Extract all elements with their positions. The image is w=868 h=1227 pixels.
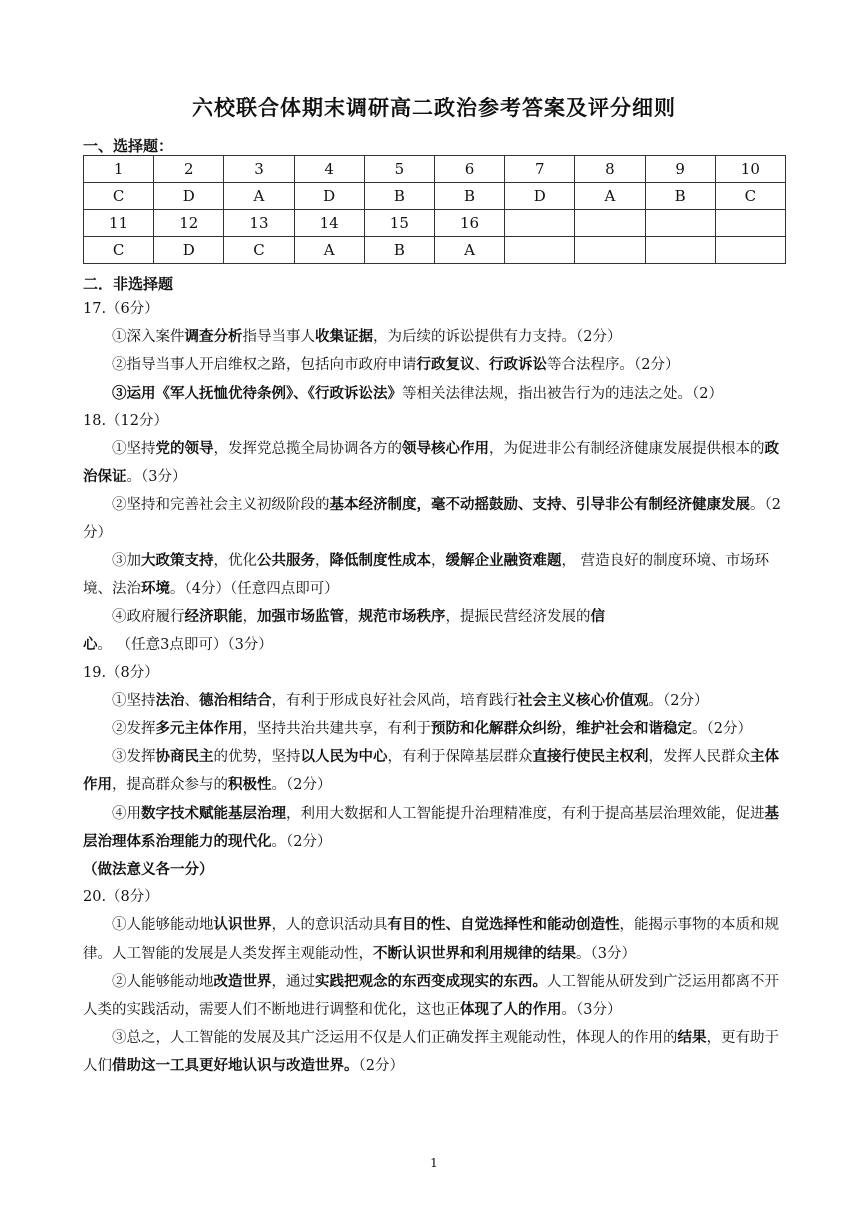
text-run: 。（2分） <box>83 497 781 541</box>
key-point: 规范市场秩序 <box>358 608 446 626</box>
text-run: ， <box>242 609 257 626</box>
text-run: ，坚持共治共建共享，有利于 <box>242 721 431 738</box>
text-run: 。（2分） <box>648 692 709 709</box>
text-run: ，优化 <box>213 552 257 569</box>
table-cell <box>645 210 715 237</box>
answer-paragraph <box>83 408 788 435</box>
answer-paragraph <box>83 603 788 659</box>
text-run: 18.（12分） <box>83 412 169 429</box>
text-run: ④政府履行 <box>112 609 185 626</box>
answer-paragraph <box>83 296 788 323</box>
table-cell: D <box>154 183 224 210</box>
table-cell: B <box>364 183 434 210</box>
key-point: 多元主体作用 <box>155 720 243 738</box>
answer-body <box>83 296 788 1081</box>
text-run: ③加 <box>112 552 141 569</box>
text-run: ④用 <box>112 805 141 822</box>
text-run: ， <box>315 552 330 569</box>
answer-paragraph <box>83 715 788 743</box>
page-title: 六校联合体期末调研高二政治参考答案及评分细则 <box>192 95 676 120</box>
text-run: （2分） <box>358 1058 404 1075</box>
answer-paragraph <box>83 547 788 603</box>
answer-paragraph <box>83 351 788 379</box>
answer-table <box>83 155 786 264</box>
answer-paragraph <box>83 743 788 799</box>
key-point: 收集证据 <box>315 328 373 346</box>
text-run: ，能揭示事物的本质和规律。人工智能的发展是人类发挥主观能动性， <box>83 917 779 962</box>
table-cell: B <box>364 237 434 264</box>
key-point: 维护社会和谐稳定 <box>576 720 692 738</box>
text-run: ，提高群众参与的 <box>112 777 228 794</box>
key-point: 预防和化解群众纠纷 <box>431 720 562 738</box>
text-run: 人工智能从研发到广泛运用都离不开人类的实践活动，需要人们不断地进行调整和优化，这也正 <box>83 973 779 1019</box>
table-cell: 7 <box>505 156 575 183</box>
text-run: ，有利于形成良好社会风尚，培育践行 <box>271 692 518 709</box>
text-run: 。（2分） <box>271 833 332 850</box>
key-point: 主体作用 <box>83 748 779 794</box>
key-point: 政治保证 <box>83 440 779 486</box>
text-run: ③发挥 <box>112 749 156 766</box>
table-cell: C <box>715 183 785 210</box>
table-cell: 2 <box>154 156 224 183</box>
text-run: ，有利于保障基层群众 <box>387 749 533 766</box>
key-point: 行政诉讼 <box>489 356 547 374</box>
text-run: 19.（8分） <box>83 664 159 681</box>
answer-paragraph <box>83 435 788 491</box>
key-point: 大政策支持 <box>141 551 214 569</box>
table-cell: 15 <box>364 210 434 237</box>
table-cell <box>645 237 715 264</box>
answer-paragraph <box>83 323 788 351</box>
table-cell: A <box>294 237 364 264</box>
key-point: 法治 <box>155 691 185 709</box>
table-cell: 4 <box>294 156 364 183</box>
text-run: ， <box>561 721 576 738</box>
table-cell: A <box>434 237 504 264</box>
text-run: ①人能够能动地 <box>112 917 214 934</box>
table-cell <box>715 210 785 237</box>
table-row <box>84 210 786 237</box>
key-point: 领导核心作用 <box>402 440 489 458</box>
table-cell: 8 <box>575 156 645 183</box>
key-point: 社会主义核心价值观 <box>518 691 649 709</box>
text-run: ，人的意识活动具 <box>271 917 388 934</box>
key-point: 改造世界 <box>213 972 272 990</box>
answer-paragraph <box>83 491 788 546</box>
answer-paragraph <box>83 884 788 911</box>
text-run: 的优势，坚持 <box>213 749 301 766</box>
table-cell: B <box>434 183 504 210</box>
key-point: 直接行使民主权利 <box>532 748 649 766</box>
table-cell <box>575 237 645 264</box>
text-run: 。（3分） <box>561 1002 622 1019</box>
text-run: ， <box>344 609 359 626</box>
table-cell: 13 <box>224 210 294 237</box>
key-point: 基层治理体系治理能力的现代化 <box>83 804 779 850</box>
text-run: 。（3分） <box>126 469 187 486</box>
text-run: 。（2分） <box>271 777 332 794</box>
text-run: 等合法程序。（2分） <box>547 357 680 374</box>
text-run: ②发挥 <box>112 721 156 738</box>
table-cell: 1 <box>84 156 154 183</box>
key-point: 协商民主 <box>155 748 214 766</box>
key-point: 基本经济制度，毫不动摇鼓励、支持、引导非公有制经济健康发展 <box>329 496 750 514</box>
key-point: 降低制度性成本 <box>329 551 431 569</box>
key-point: 德治相结合 <box>199 691 272 709</box>
page-number: 1 <box>430 1156 438 1170</box>
table-cell: 5 <box>364 156 434 183</box>
text-run: 。（4分）（任意四点即可） <box>170 581 339 598</box>
table-cell: 9 <box>645 156 715 183</box>
table-cell: C <box>224 237 294 264</box>
answer-paragraph <box>83 800 788 856</box>
answer-paragraph <box>83 911 788 967</box>
table-cell: A <box>224 183 294 210</box>
table-row <box>84 183 786 210</box>
table-cell: B <box>645 183 715 210</box>
key-point: 体现了人的作用 <box>460 1001 562 1019</box>
text-run: ①深入案件 <box>112 329 185 346</box>
key-point: 数字技术赋能基层治理 <box>141 804 286 822</box>
table-cell: 11 <box>84 210 154 237</box>
key-point: 不断认识世界和利用规律的结果 <box>373 944 576 962</box>
table-cell <box>505 210 575 237</box>
text-run: ，为促进非公有制经济健康发展提供根本的 <box>489 441 765 458</box>
table-cell: A <box>575 183 645 210</box>
table-cell <box>575 210 645 237</box>
text-run: 。（2分） <box>692 721 752 738</box>
table-cell: 6 <box>434 156 504 183</box>
text-run: ， <box>431 552 446 569</box>
text-run: ，为后续的诉讼提供有力支持。（2分） <box>373 329 622 346</box>
text-run: ，通过 <box>271 973 315 990</box>
key-point: 经济职能 <box>184 608 243 626</box>
table-cell <box>715 237 785 264</box>
text-run: 。（3分） <box>576 945 636 962</box>
table-cell: C <box>84 183 154 210</box>
key-point: 加强市场监管 <box>257 608 344 626</box>
table-row <box>84 237 786 264</box>
key-point: 缓解企业融资难题 <box>445 551 562 569</box>
key-point: 以人民为中心 <box>300 748 388 766</box>
text-run: 等相关法律法规，指出被告行为的违法之处。（2） <box>402 385 723 402</box>
answer-paragraph <box>83 380 788 408</box>
key-point: 公共服务 <box>257 551 315 569</box>
key-point: 环境 <box>141 580 170 598</box>
key-point: ③运用《军人抚恤优待条例》、《行政诉讼法》 <box>112 384 402 402</box>
text-run: ①坚持 <box>112 441 156 458</box>
table-cell: D <box>505 183 575 210</box>
table-cell: 12 <box>154 210 224 237</box>
text-run: ，发挥人民群众 <box>648 749 750 766</box>
text-run: ，发挥党总揽全局协调各方的 <box>213 441 402 458</box>
key-point: （做法意义各一分） <box>83 861 214 879</box>
text-run: ，利用大数据和人工智能提升治理精准度，有利于提高基层治理效能，促进 <box>286 805 765 822</box>
table-cell: 16 <box>434 210 504 237</box>
section-heading-nonchoice: 二．非选择题 <box>83 275 174 293</box>
key-point: 认识世界 <box>213 916 272 934</box>
key-point: 行政复议 <box>416 356 475 374</box>
text-run: ②人能够能动地 <box>112 973 214 990</box>
key-point: 实践把观念的东西变成现实的东西。 <box>315 972 547 990</box>
text-run: ①坚持 <box>112 692 156 709</box>
answer-paragraph <box>83 687 788 715</box>
text-run: ②坚持和完善社会主义初级阶段的 <box>112 497 330 514</box>
answer-paragraph <box>83 856 788 884</box>
key-point: 结果 <box>677 1029 707 1047</box>
text-run: 20.（8分） <box>83 889 159 906</box>
key-point: 有目的性、自觉选择性和能动创造性 <box>387 916 620 934</box>
key-point: 调查分析 <box>184 328 243 346</box>
text-run: 17.（6分） <box>83 301 159 317</box>
key-point: 积极性 <box>228 776 272 794</box>
key-point: 党的领导 <box>155 440 214 458</box>
section-heading-choice: 一、选择题： <box>83 137 174 155</box>
text-run: ②指导当事人开启维权之路，包括向市政府申请 <box>112 357 417 374</box>
answer-paragraph <box>83 968 788 1024</box>
answer-paragraph <box>83 660 788 687</box>
table-cell: 3 <box>224 156 294 183</box>
table-cell: C <box>84 237 154 264</box>
text-run: 、 <box>474 357 489 374</box>
table-cell: 10 <box>715 156 785 183</box>
text-run: 、 <box>184 692 199 709</box>
text-run: ，提振民营经济发展的 <box>445 609 591 626</box>
table-cell: D <box>294 183 364 210</box>
table-cell <box>505 237 575 264</box>
text-run: 。 （任意3点即可）（3分） <box>97 637 273 654</box>
table-cell: D <box>154 237 224 264</box>
text-run: 指导当事人 <box>242 329 315 346</box>
text-run: ，更有助于人们 <box>83 1030 779 1075</box>
key-point: 信心 <box>83 608 605 654</box>
text-run: ， 营造良好的制度环境、市场环境、法治 <box>83 552 770 598</box>
table-cell: 14 <box>294 210 364 237</box>
text-run: ③总之，人工智能的发展及其广泛运用不仅是人们正确发挥主观能动性，体现人的作用的 <box>112 1030 678 1047</box>
answer-paragraph <box>83 1024 788 1080</box>
key-point: 借助这一工具更好地认识与改造世界。 <box>112 1057 359 1075</box>
table-row <box>84 156 786 183</box>
